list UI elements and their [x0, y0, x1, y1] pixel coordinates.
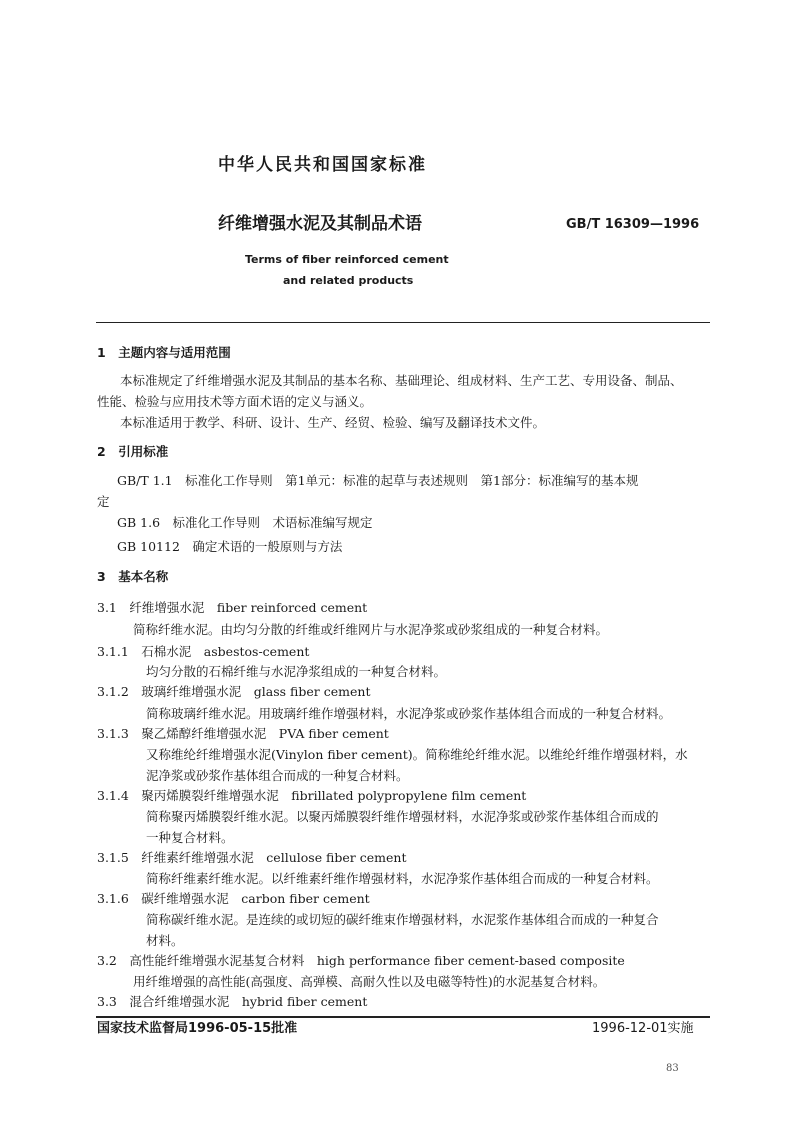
term: 3.2 高性能纤维增强水泥基复合材料 high performance fiber cement-based composite	[97, 953, 625, 968]
definition: 又称维纶纤维增强水泥(Vinylon fiber cement)。简称维纶纤维水泥。以维纶纤维作增强材料，水	[146, 747, 688, 762]
reference: GB 10112 确定术语的一般原则与方法	[117, 539, 343, 554]
term: 3.3 混合纤维增强水泥 hybrid fiber cement	[97, 994, 368, 1009]
approval-date: 国家技术监督局1996-05-15批准	[97, 1021, 298, 1036]
definition: 材料。	[146, 933, 184, 948]
english-title-line1: Terms of fiber reinforced cement	[245, 253, 449, 266]
reference: 定	[97, 494, 110, 509]
national-standard-heading: 中华人民共和国国家标准	[218, 155, 427, 175]
standard-number: GB/T 16309—1996	[566, 217, 700, 232]
paragraph: 本标准规定了纤维增强水泥及其制品的基本名称、基础理论、组成材料、生产工艺、专用设备、制品、	[120, 373, 683, 388]
term: 3.1.5 纤维素纤维增强水泥 cellulose fiber cement	[97, 850, 407, 865]
definition: 简称纤维水泥。由均匀分散的纤维或纤维网片与水泥净浆或砂浆组成的一种复合材料。	[133, 622, 609, 637]
term: 3.1.1 石棉水泥 asbestos-cement	[97, 644, 310, 659]
header-rule	[96, 322, 710, 323]
definition: 简称碳纤维水泥。是连续的或切短的碳纤维束作增强材料，水泥浆作基体组合而成的一种复合	[146, 912, 659, 927]
section-heading: 3 基本名称	[97, 569, 169, 584]
definition: 用纤维增强的高性能(高强度、高弹模、高耐久性以及电磁等特性)的水泥基复合材料。	[133, 974, 606, 989]
paragraph: 本标准适用于教学、科研、设计、生产、经贸、检验、编写及翻译技术文件。	[120, 415, 546, 430]
reference: GB 1.6 标准化工作导则 术语标准编写规定	[117, 515, 373, 530]
definition: 均匀分散的石棉纤维与水泥净浆组成的一种复合材料。	[146, 664, 447, 679]
term: 3.1.6 碳纤维增强水泥 carbon fiber cement	[97, 891, 370, 906]
section-heading: 1 主题内容与适用范围	[97, 345, 231, 360]
section-heading: 2 引用标准	[97, 444, 169, 459]
definition: 简称聚丙烯膜裂纤维水泥。以聚丙烯膜裂纤维作增强材料，水泥净浆或砂浆作基体组合而成的	[146, 809, 659, 824]
paragraph: 性能、检验与应用技术等方面术语的定义与涵义。	[97, 394, 373, 409]
term: 3.1.2 玻璃纤维增强水泥 glass fiber cement	[97, 684, 371, 699]
definition: 泥净浆或砂浆作基体组合而成的一种复合材料。	[146, 768, 409, 783]
document-title: 纤维增强水泥及其制品术语	[218, 214, 422, 234]
page-number: 83	[666, 1063, 679, 1074]
definition: 一种复合材料。	[146, 830, 234, 845]
english-title-line2: and related products	[283, 274, 414, 287]
term: 3.1 纤维增强水泥 fiber reinforced cement	[97, 600, 368, 615]
definition: 简称玻璃纤维水泥。用玻璃纤维作增强材料，水泥净浆或砂浆作基体组合而成的一种复合材料。	[146, 706, 672, 721]
term: 3.1.3 聚乙烯醇纤维增强水泥 PVA fiber cement	[97, 726, 389, 741]
definition: 简称纤维素纤维水泥。以纤维素纤维作增强材料，水泥净浆作基体组合而成的一种复合材料。	[146, 871, 659, 886]
footer-rule	[96, 1016, 710, 1018]
reference: GB/T 1.1 标准化工作导则 第1单元：标准的起草与表述规则 第1部分：标准编写的基本规	[117, 473, 639, 488]
term: 3.1.4 聚丙烯膜裂纤维增强水泥 fibrillated polypropylene film cement	[97, 788, 527, 803]
effective-date: 1996-12-01实施	[592, 1021, 694, 1036]
